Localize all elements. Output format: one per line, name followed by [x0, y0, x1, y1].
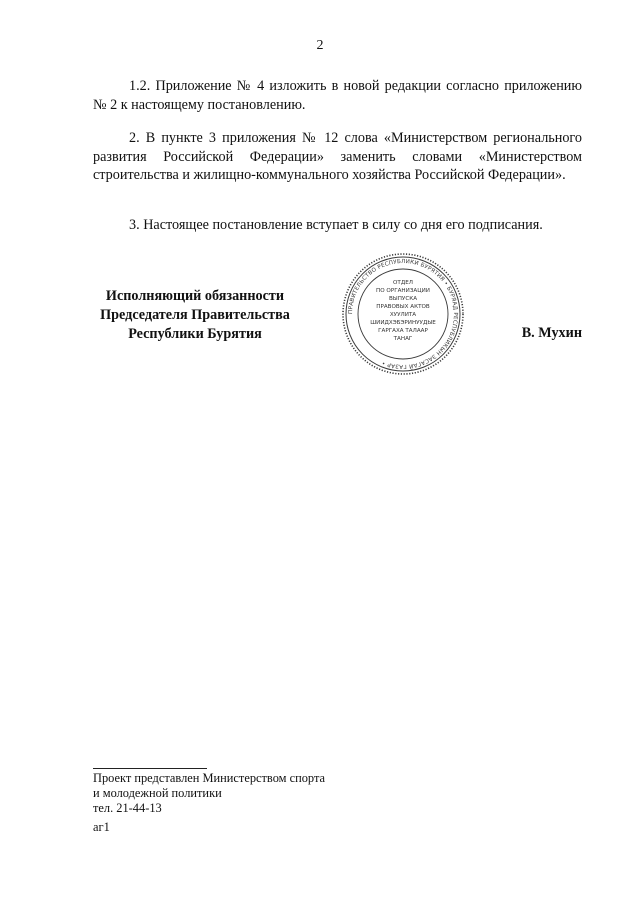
seal-line-2: ПО ОРГАНИЗАЦИИ — [376, 288, 430, 294]
seal-line-4: ПРАВОВЫХ АКТОВ — [376, 304, 430, 310]
paragraph-2: 2. В пункте 3 приложения № 12 слова «Министерством регионального развития Российской Федерации» заменить словами «Министерством строительства и жилищно-коммунального хозяйства Российской Федерации». — [93, 130, 582, 183]
footnote-line-3: тел. 21-44-13 — [93, 801, 162, 815]
page-number: 2 — [316, 38, 324, 53]
document-code: аг1 — [93, 820, 110, 834]
seal-line-6: ШИИДХЭБЭРИНУУДЫЕ — [370, 320, 436, 326]
paragraph-1-2: 1.2. Приложение № 4 изложить в новой редакции согласно приложению № 2 к настоящему постановлению. — [93, 78, 582, 113]
seal-line-1: ОТДЕЛ — [393, 280, 413, 286]
official-seal — [338, 251, 468, 377]
paragraph-3: 3. Настоящее постановление вступает в силу со дня его подписания. — [129, 217, 543, 233]
signer-title-line-1: Исполняющий обязанности — [105, 288, 285, 304]
seal-line-8: ТАНАГ — [393, 336, 413, 342]
footnote-line-2: и молодежной политики — [93, 786, 222, 800]
footnote-line-1: Проект представлен Министерством спорта — [93, 771, 326, 785]
footnote-divider — [93, 768, 207, 769]
signer-name: В. Мухин — [521, 325, 582, 341]
seal-line-7: ГАРГАХА ТАЛААР — [378, 328, 428, 334]
signer-title — [60, 287, 330, 344]
seal-ring-text: ПРАВИТЕЛЬСТВО РЕСПУБЛИКИ БУРЯТИЯ • БУРЯАД РЕСПУБЛИКЫН ЗАСАГАЙ ГАЗАР • — [347, 258, 459, 370]
signer-title-line-3: Республики Бурятия — [128, 326, 262, 342]
signer-title-line-2: Председателя Правительства — [100, 307, 290, 323]
footnote — [93, 771, 393, 816]
seal-line-5: ХУУЛИТА — [389, 312, 417, 318]
seal-line-3: ВЫПУСКА — [388, 296, 418, 302]
